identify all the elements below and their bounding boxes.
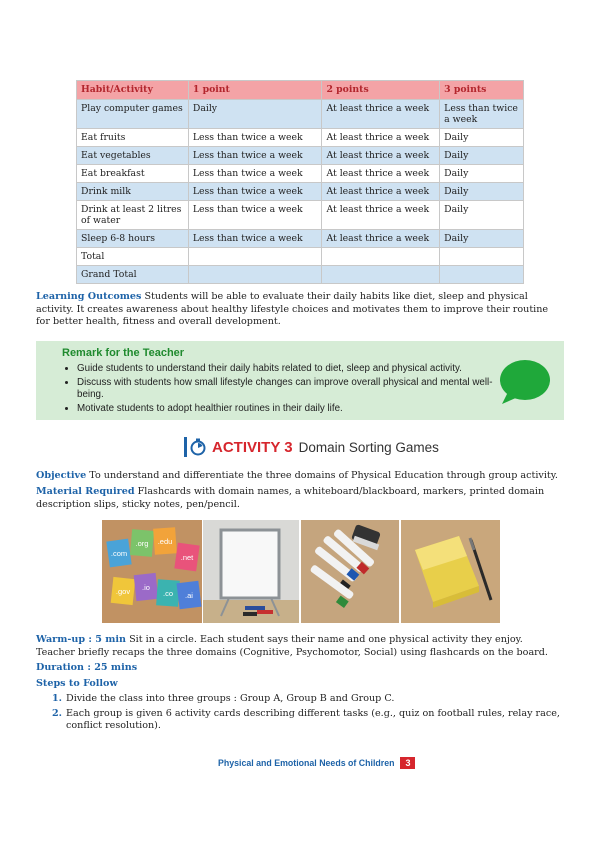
- table-row: [77, 100, 524, 129]
- material-text: Flashcards with domain names, a whiteboard/blackboard, markers, printed domain description slips, sticky notes, pen/pencil.: [36, 486, 545, 510]
- flashcard-label: .co: [162, 589, 174, 598]
- table-cell: Eat fruits: [77, 129, 189, 147]
- table-cell: Less than twice a week: [188, 147, 322, 165]
- table-cell: [188, 266, 322, 284]
- list-item: [52, 708, 564, 733]
- duration: Duration : 25 mins: [36, 662, 138, 673]
- flashcard-label: .gov: [115, 587, 131, 596]
- footer-chapter-title: Physical and Emotional Needs of Children: [218, 758, 395, 768]
- steps-list: [52, 693, 564, 735]
- page-footer: [218, 757, 415, 769]
- remark-item: • Motivate students to adopt healthier routines in their daily life.: [77, 403, 507, 416]
- table-cell: Daily: [440, 147, 524, 165]
- table-cell: Less than twice a week: [188, 129, 322, 147]
- sticky-notes-photo: [401, 520, 500, 623]
- flashcard-label: .ai: [185, 591, 193, 600]
- flashcards-photo: [102, 520, 202, 623]
- remark-item: • Guide students to understand their daily habits related to diet, sleep and physical activity.: [77, 363, 507, 376]
- table-cell: Eat vegetables: [77, 147, 189, 165]
- table-header: 3 points: [440, 81, 524, 100]
- table-cell: [440, 248, 524, 266]
- table-row: [77, 248, 524, 266]
- table-header: 2 points: [322, 81, 440, 100]
- table-row: [77, 230, 524, 248]
- table-cell: At least thrice a week: [322, 183, 440, 201]
- step-text: Each group is given 6 activity cards describing different tasks (e.g., quiz on football rules, relay race, conflict resolution).: [66, 707, 560, 732]
- table-cell: Drink milk: [77, 183, 189, 201]
- table-cell: Sleep 6-8 hours: [77, 230, 189, 248]
- step-number: 1.: [52, 693, 63, 704]
- habits-table: [76, 80, 524, 284]
- table-header: Habit/Activity: [77, 81, 189, 100]
- objective-label: Objective: [36, 470, 87, 481]
- flashcard-label: .org: [135, 539, 149, 548]
- table-cell: At least thrice a week: [322, 201, 440, 230]
- step-text: Divide the class into three groups : Group A, Group B and Group C.: [66, 693, 395, 704]
- table-cell: Less than twice a week: [440, 100, 524, 129]
- table-cell: Less than twice a week: [188, 165, 322, 183]
- table-cell: [322, 266, 440, 284]
- remark-item: • Discuss with students how small lifestyle changes can improve overall physical and mental well-being.: [77, 377, 507, 402]
- table-row: [77, 165, 524, 183]
- objective-text: To understand and differentiate the three domains of Physical Education through group activity.: [86, 470, 558, 481]
- whiteboard: [221, 530, 279, 598]
- table-cell: At least thrice a week: [322, 129, 440, 147]
- table-cell: Less than twice a week: [188, 183, 322, 201]
- activity-label: ACTIVITY 3: [212, 438, 293, 456]
- table-row: [77, 266, 524, 284]
- activity-title: Domain Sorting Games: [298, 439, 439, 455]
- table-cell: Less than twice a week: [188, 230, 322, 248]
- table-row: [77, 183, 524, 201]
- table-cell: [188, 248, 322, 266]
- flashcard-label: .com: [110, 549, 128, 558]
- table-cell: Eat breakfast: [77, 165, 189, 183]
- steps-heading: Steps to Follow: [36, 678, 118, 689]
- table-cell: Grand Total: [77, 266, 189, 284]
- table-row: [77, 129, 524, 147]
- flashcard-label: .io: [142, 583, 150, 592]
- remark-title: Remark for the Teacher: [62, 347, 185, 359]
- table-header: 1 point: [188, 81, 322, 100]
- table-cell: Daily: [440, 129, 524, 147]
- warm-up-label: Warm-up : 5 min: [36, 634, 127, 645]
- table-cell: Less than twice a week: [188, 201, 322, 230]
- page-number: 3: [400, 757, 415, 769]
- table-header-row: [77, 81, 524, 100]
- activity-icon: [190, 438, 206, 456]
- learning-outcomes: [36, 291, 564, 329]
- table-cell: At least thrice a week: [322, 165, 440, 183]
- list-item: [52, 693, 564, 706]
- table-cell: Daily: [188, 100, 322, 129]
- warm-up-text: Sit in a circle. Each student says their name and one physical activity they enjoy. Teacher briefly recaps the three domains (Cognitive, Psychomotor, Social) using flashcards on the board.: [36, 634, 548, 658]
- table-cell: [440, 266, 524, 284]
- learning-outcomes-label: Learning Outcomes: [36, 291, 142, 302]
- table-cell: Play computer games: [77, 100, 189, 129]
- whiteboard-photo: [203, 520, 299, 623]
- flashcard-label: .net: [180, 553, 194, 562]
- table-cell: Daily: [440, 183, 524, 201]
- objective: [36, 470, 564, 483]
- heading-bar: [184, 437, 187, 457]
- table-cell: At least thrice a week: [322, 147, 440, 165]
- table-cell: At least thrice a week: [322, 230, 440, 248]
- material-required: [36, 486, 564, 511]
- table-cell: [322, 248, 440, 266]
- remark-list: [64, 363, 507, 416]
- speech-bubble-icon: [498, 358, 552, 406]
- learning-outcomes-text: Students will be able to evaluate their daily habits like diet, sleep and physical activity. It creates awareness about healthy lifestyle choices and motivates them to improve their routine for better health, fitness and overall development.: [36, 291, 549, 328]
- material-label: Material Required: [36, 486, 135, 497]
- activity-heading: [184, 436, 439, 458]
- table-cell: At least thrice a week: [322, 100, 440, 129]
- table-row: [77, 201, 524, 230]
- warm-up: [36, 634, 564, 659]
- markers-photo: [301, 520, 399, 623]
- teacher-remark-box: [36, 341, 564, 420]
- table-row: [77, 147, 524, 165]
- table-cell: Daily: [440, 201, 524, 230]
- table-cell: Daily: [440, 165, 524, 183]
- table-cell: Drink at least 2 litres of water: [77, 201, 189, 230]
- flashcard-label: .edu: [157, 537, 173, 546]
- table-cell: Daily: [440, 230, 524, 248]
- step-number: 2.: [52, 707, 63, 719]
- table-cell: Total: [77, 248, 189, 266]
